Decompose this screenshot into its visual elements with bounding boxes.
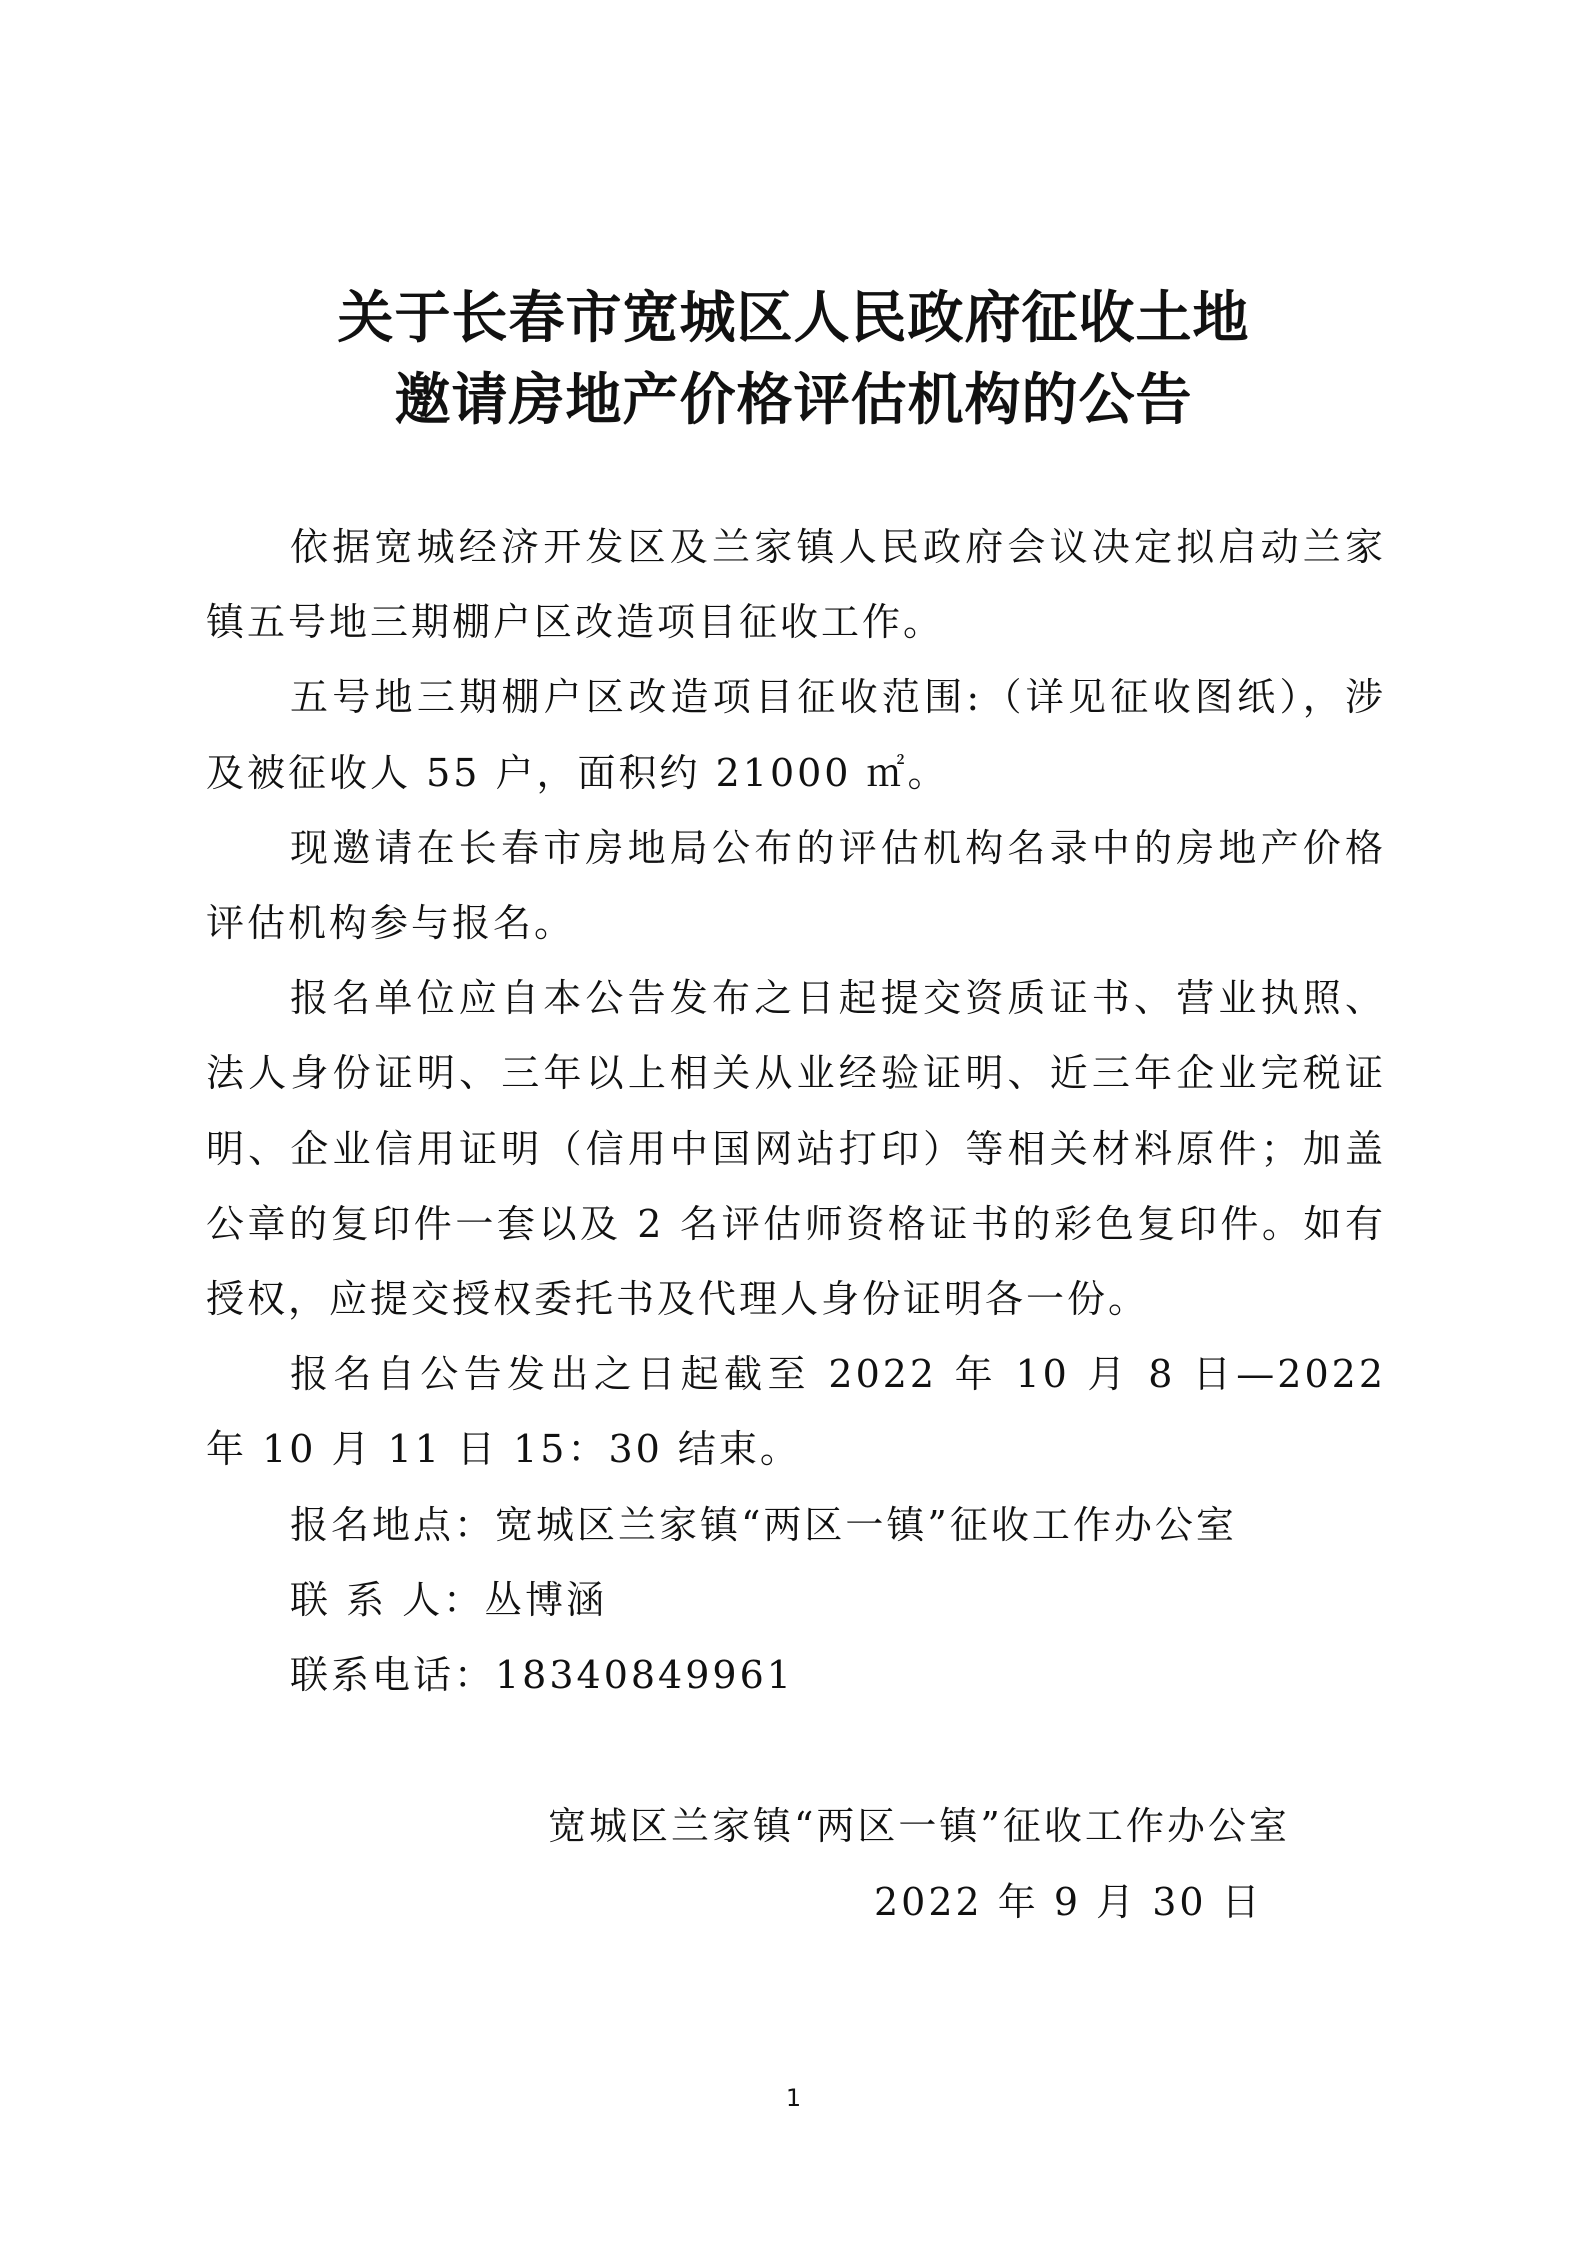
contact-person: 联 系 人：丛博涵 (290, 1577, 608, 1622)
contact-phone: 联系电话：18340849961 (290, 1653, 794, 1698)
document-title-line-2: 邀请房地产价格评估机构的公告 (394, 368, 1193, 433)
document-title-line-1: 关于长春市宽城区人民政府征收土地 (337, 286, 1250, 351)
paragraph-invitation: 现邀请在长春市房地局公布的评估机构名录中的房地产价格评估机构参与报名。 (206, 825, 1386, 946)
paragraph-requirements: 报名单位应自本公告发布之日起提交资质证书、营业执照、法人身份证明、三年以上相关从业经验证明、近三年企业完税证明、企业信用证明（信用中国网站打印）等相关材料原件；加盖公章的复印件一套以及 2 名评估师资格证书的彩色复印件。如有授权，应提交授权委托书及代理人身份证明各一份。 (206, 976, 1386, 1322)
paragraph-deadline: 报名自公告发出之日起截至 2022 年 10 月 8 日—2022 年 10 月 11 日 15：30 结束。 (206, 1352, 1386, 1472)
paragraph-scope: 五号地三期棚户区改造项目征收范围:（详见征收图纸），涉及被征收人 55 户，面积约 21000 ㎡。 (206, 675, 1386, 795)
page-number: 1 (785, 2084, 802, 2112)
signature-date: 2022 年 9 月 30 日 (874, 1880, 1263, 1924)
registration-location: 报名地点：宽城区兰家镇“两区一镇”征收工作办公室 (290, 1502, 1237, 1547)
paragraph-basis: 依据宽城经济开发区及兰家镇人民政府会议决定拟启动兰家镇五号地三期棚户区改造项目征收工作。 (206, 525, 1386, 645)
document-body (206, 510, 1386, 1713)
signature-organization: 宽城区兰家镇“两区一镇”征收工作办公室 (548, 1804, 1290, 1848)
